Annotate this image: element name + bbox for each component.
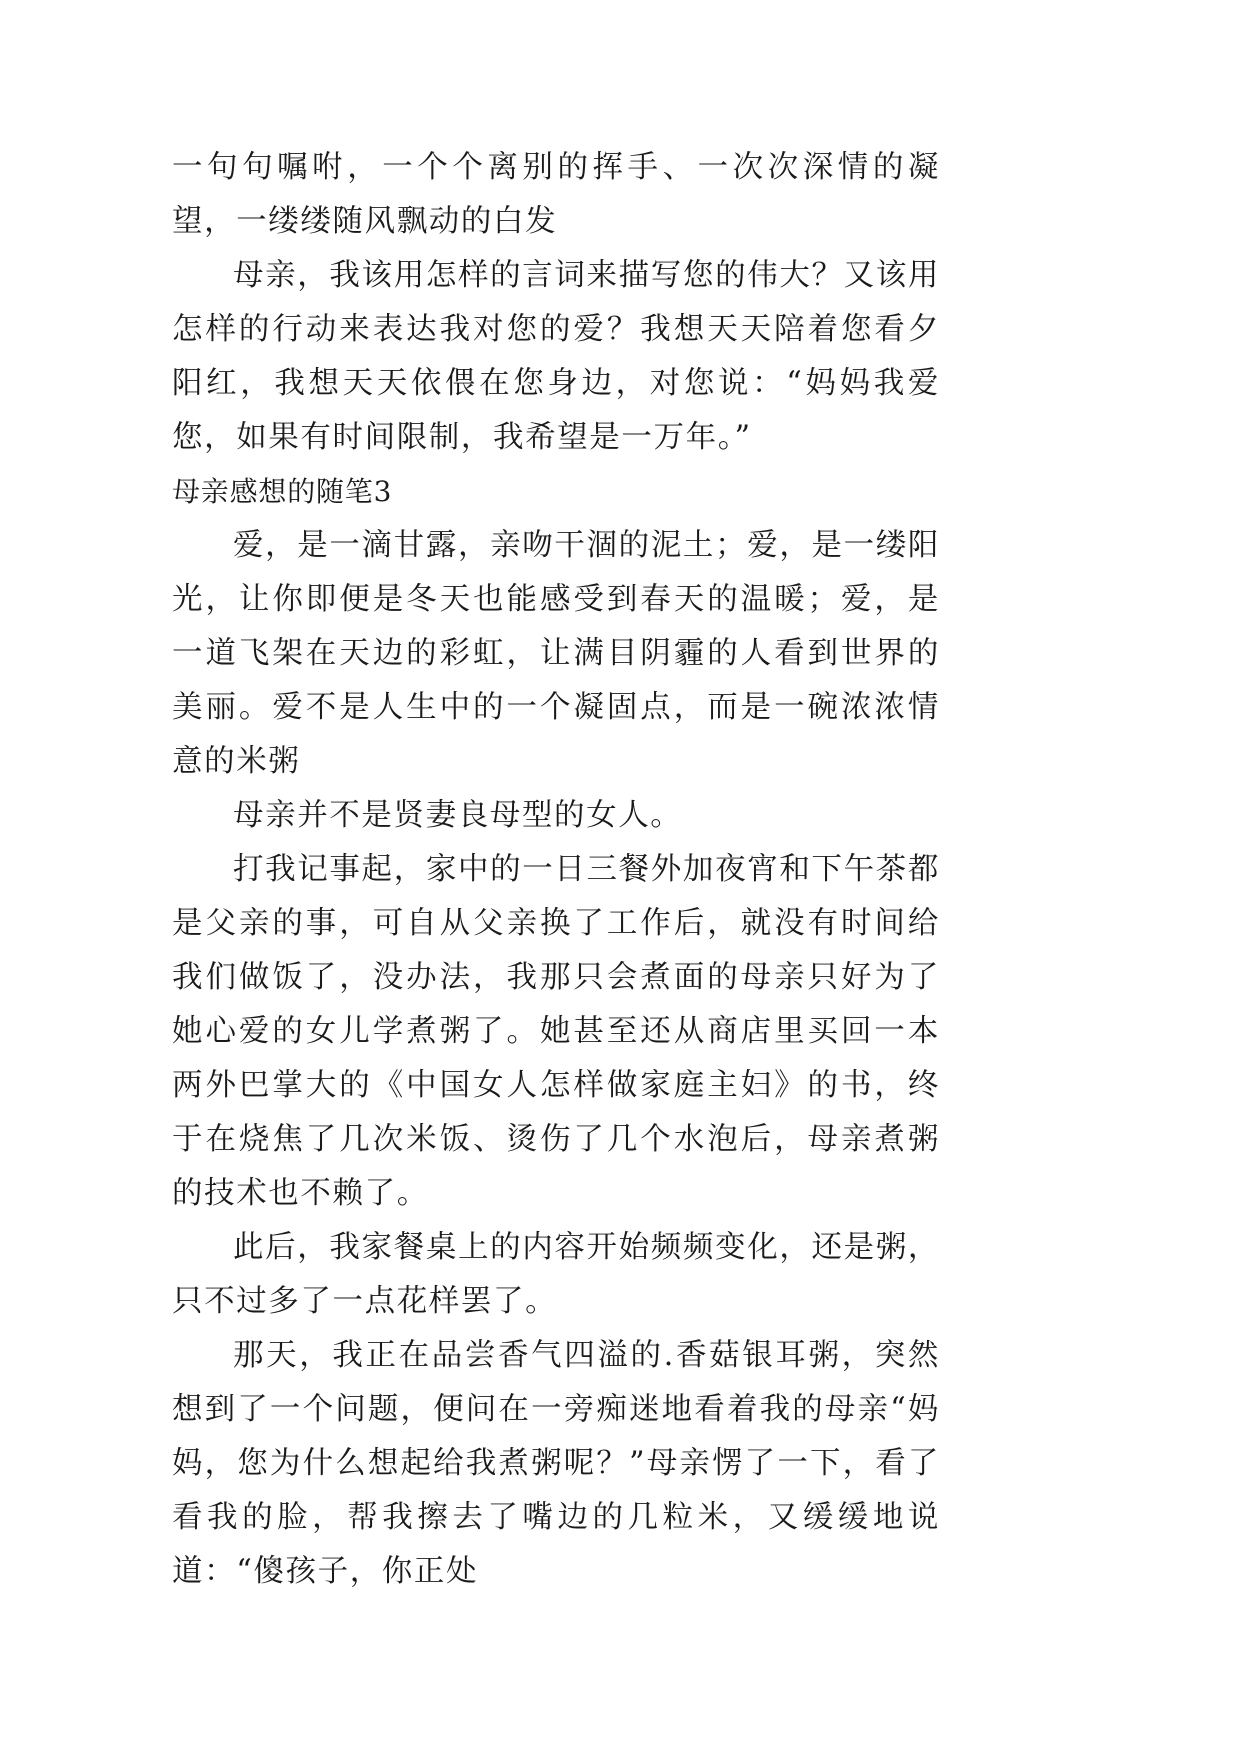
document-body [172, 141, 940, 1599]
paragraph-6: 此后，我家餐桌上的内容开始频频变化，还是粥，只不过多了一点花样罢了。 [172, 1230, 940, 1319]
paragraph-4: 母亲并不是贤妻良母型的女人。 [233, 798, 683, 833]
paragraph-2: 母亲，我该用怎样的言词来描写您的伟大？又该用怎样的行动来表达我对您的爱？我想天天陪着您看夕阳红，我想天天依偎在您身边，对您说：“妈妈我爱您，如果有时间限制，我希望是一万年。” [172, 258, 940, 455]
paragraph-5: 打我记事起，家中的一日三餐外加夜宵和下午茶都是父亲的事，可自从父亲换了工作后，就没有时间给我们做饭了，没办法，我那只会煮面的母亲只好为了她心爱的女儿学煮粥了。她甚至还从商店里买回一本两外巴掌大的《中国女人怎样做家庭主妇》的书，终于在烧焦了几次米饭、烫伤了几个水泡后，母亲煮粥的技术也不赖了。 [172, 852, 940, 1211]
section-heading: 母亲感想的随笔3 [172, 475, 393, 508]
paragraph-7: 那天，我正在品尝香气四溢的.香菇银耳粥，突然想到了一个问题，便问在一旁痴迷地看着我的母亲“妈妈，您为什么想起给我煮粥呢？”母亲愣了一下，看了看我的脸，帮我擦去了嘴边的几粒米，又缓缓地说道：“傻孩子，你正处 [172, 1338, 940, 1589]
paragraph-1: 一句句嘱咐，一个个离别的挥手、一次次深情的凝望，一缕缕随风飘动的白发 [172, 150, 940, 239]
paragraph-3: 爱，是一滴甘露，亲吻干涸的泥土；爱，是一缕阳光，让你即便是冬天也能感受到春天的温暖；爱，是一道飞架在天边的彩虹，让满目阴霾的人看到世界的美丽。爱不是人生中的一个凝固点，而是一碗浓浓情意的米粥 [172, 528, 940, 779]
